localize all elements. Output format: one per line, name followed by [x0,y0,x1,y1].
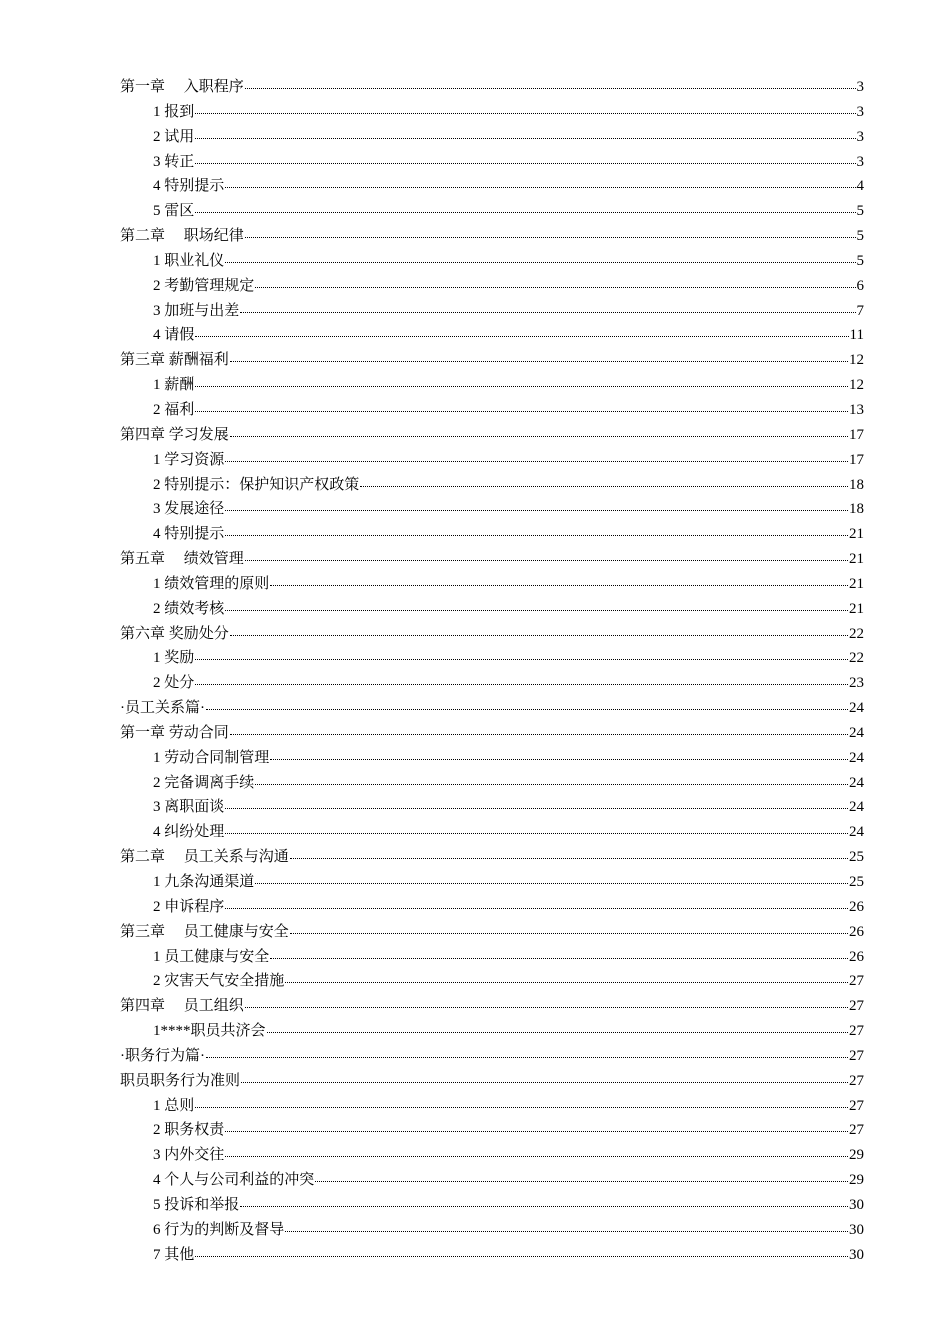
toc-entry-title: 2 灾害天气安全措施 [153,973,285,990]
toc-entry-title: 3 离职面谈 [153,799,225,816]
dot-leader [195,124,855,139]
dot-leader [245,223,856,238]
toc-section-entry[interactable] [120,969,864,994]
toc-section-entry[interactable] [120,323,864,348]
toc-section-entry[interactable] [120,199,864,224]
toc-entry-title: 7 其他 [153,1246,195,1263]
dot-leader [206,1043,848,1058]
toc-section-entry[interactable] [120,398,864,423]
toc-page-number: 5 [856,203,864,220]
toc-section-entry[interactable] [120,299,864,324]
toc-entry-title: 3 内外交往 [153,1147,225,1164]
toc-entry-title: 1 九条沟通渠道 [153,874,255,890]
toc-section-entry[interactable] [120,746,864,771]
toc-section-entry[interactable] [120,1168,864,1193]
dot-leader [245,993,848,1008]
table-of-contents [120,75,864,1268]
toc-page-number: 27 [849,973,864,990]
toc-entry-title: ·员工关系篇· [120,700,205,717]
toc-page-number: 22 [849,650,864,667]
toc-page-number: 25 [849,874,864,890]
dot-leader [230,422,848,437]
toc-entry-title: 第四章 学习发展 [120,426,229,443]
dot-leader [255,273,855,288]
toc-entry-title: 1 劳动合同制管理 [153,749,270,766]
toc-page-number: 30 [849,1221,864,1238]
toc-page-number: 3 [856,103,864,120]
dot-leader [270,571,848,586]
toc-entry-title: 第三章 员工健康与安全 [120,923,289,940]
dot-leader [225,1142,848,1157]
toc-chapter-entry[interactable] [120,994,864,1019]
dot-leader [241,1068,848,1083]
toc-chapter-entry[interactable] [120,622,864,647]
toc-entry-title: 1 绩效管理的原则 [153,575,270,592]
toc-page-number: 18 [849,501,864,518]
toc-entry-title: 1 奖励 [153,650,195,667]
dot-leader [270,745,848,760]
dot-leader [195,198,855,213]
toc-entry-title: 2 试用 [153,128,195,145]
toc-entry-title: 3 转正 [153,153,195,170]
dot-leader [195,645,848,660]
toc-page-number: 30 [849,1196,864,1213]
dot-leader [270,944,848,959]
dot-leader [255,869,848,884]
toc-section-entry[interactable] [120,373,864,398]
toc-chapter-entry[interactable] [120,920,864,945]
toc-page-number: 26 [849,898,864,915]
toc-page-number: 5 [856,228,864,245]
toc-section-entry[interactable] [120,1118,864,1143]
toc-entry-title: 1 总则 [153,1097,195,1114]
dot-leader [206,695,848,710]
dot-leader [195,322,848,337]
toc-section-entry[interactable] [120,597,864,622]
toc-section-entry[interactable] [120,771,864,796]
toc-section-entry[interactable] [120,945,864,970]
toc-entry-title: ·职务行为篇· [120,1047,205,1064]
toc-page-number: 27 [849,1023,864,1040]
toc-page-number: 29 [849,1147,864,1164]
toc-entry-title: 2 绩效考核 [153,600,225,617]
toc-entry-title: 2 福利 [153,401,195,418]
toc-section-entry[interactable] [120,174,864,199]
dot-leader [225,248,855,263]
toc-section-entry[interactable] [120,820,864,845]
toc-page-number: 24 [849,700,864,717]
dot-leader [225,819,848,834]
toc-entry-title: 第四章 员工组织 [120,998,244,1015]
toc-chapter-entry[interactable] [120,845,864,870]
dot-leader [240,298,855,313]
toc-section-entry[interactable] [120,671,864,696]
toc-page-number: 3 [856,128,864,145]
toc-chapter-entry[interactable] [120,1044,864,1069]
dot-leader [290,844,848,859]
toc-entry-title: 3 发展途径 [153,501,225,518]
toc-entry-title: 2 完备调离手续 [153,774,255,791]
toc-page-number: 23 [849,675,864,692]
toc-section-entry[interactable] [120,1143,864,1168]
dot-leader [245,546,848,561]
toc-section-entry[interactable] [120,870,864,895]
toc-page-number: 27 [849,1047,864,1064]
toc-entry-title: 5 投诉和举报 [153,1196,240,1213]
dot-leader [195,397,848,412]
dot-leader [255,770,848,785]
toc-section-entry[interactable] [120,646,864,671]
toc-page-number: 27 [849,1072,864,1089]
toc-page-number: 24 [849,749,864,766]
toc-entry-title: 职员职务行为准则 [120,1072,241,1089]
toc-section-entry[interactable] [120,1019,864,1044]
toc-chapter-entry[interactable] [120,721,864,746]
toc-entry-title: 1 报到 [153,103,195,120]
dot-leader [285,968,848,983]
toc-section-entry[interactable] [120,448,864,473]
toc-entry-title: 第二章 员工关系与沟通 [120,849,289,866]
toc-chapter-entry[interactable] [120,75,864,100]
toc-entry-title: 第二章 职场纪律 [120,228,244,245]
toc-entry-title: 4 个人与公司利益的冲突 [153,1172,315,1189]
toc-page-number: 6 [856,277,864,294]
dot-leader [225,447,848,462]
dot-leader [225,794,848,809]
toc-page-number: 18 [849,476,864,493]
toc-page-number: 5 [856,252,864,269]
toc-page-number: 26 [849,923,864,940]
dot-leader [195,372,848,387]
dot-leader [245,74,856,89]
toc-section-entry[interactable] [120,895,864,920]
toc-entry-title: 5 雷区 [153,203,195,220]
dot-leader [290,919,848,934]
toc-section-entry[interactable] [120,249,864,274]
dot-leader [360,472,848,487]
dot-leader [240,1192,848,1207]
toc-page-number: 27 [849,1122,864,1139]
toc-entry-title: 第六章 奖励处分 [120,625,229,642]
toc-page-number: 29 [849,1172,864,1189]
toc-page-number: 17 [849,451,864,468]
dot-leader [195,1093,848,1108]
toc-entry-title: 6 行为的判断及督导 [153,1221,285,1238]
toc-page-number: 24 [849,824,864,841]
toc-entry-title: 第三章 薪酬福利 [120,352,229,369]
toc-page-number: 3 [856,153,864,170]
toc-entry-title: 第五章 绩效管理 [120,551,244,568]
toc-section-entry[interactable] [120,1243,864,1268]
toc-entry-title: 1 职业礼仪 [153,252,225,269]
toc-page-number: 22 [849,625,864,642]
toc-section-entry[interactable] [120,1218,864,1243]
toc-page-number: 21 [849,575,864,592]
toc-chapter-entry[interactable] [120,547,864,572]
toc-page-number: 27 [849,1097,864,1114]
toc-page-number: 7 [856,302,864,319]
toc-entry-title: 4 特别提示 [153,526,225,543]
toc-page-number: 25 [849,849,864,866]
dot-leader [315,1167,848,1182]
toc-section-entry[interactable] [120,100,864,125]
toc-section-entry[interactable] [120,1094,864,1119]
toc-chapter-entry[interactable] [120,224,864,249]
toc-entry-title: 2 考勤管理规定 [153,277,255,294]
toc-page-number: 21 [849,551,864,568]
toc-entry-title: 第一章 入职程序 [120,79,244,95]
toc-entry-title: 1****职员共济会 [153,1023,266,1040]
dot-leader [225,173,855,188]
toc-page-number: 4 [856,178,864,195]
toc-entry-title: 4 纠纷处理 [153,824,225,841]
dot-leader [195,670,848,685]
toc-page-number: 13 [849,401,864,418]
toc-section-entry[interactable] [120,150,864,175]
toc-entry-title: 2 特别提示：保护知识产权政策 [153,476,360,493]
toc-page-number: 21 [849,526,864,543]
toc-page-number: 12 [849,352,864,369]
toc-page-number: 11 [849,327,864,344]
dot-leader [267,1018,848,1033]
dot-leader [225,596,848,611]
dot-leader [225,521,848,536]
dot-leader [225,496,848,511]
toc-page-number: 27 [849,998,864,1015]
toc-entry-title: 2 处分 [153,675,195,692]
toc-chapter-entry[interactable] [120,696,864,721]
toc-chapter-entry[interactable] [120,348,864,373]
dot-leader [225,1117,848,1132]
toc-entry-title: 4 特别提示 [153,178,225,195]
dot-leader [195,149,855,164]
toc-section-entry[interactable] [120,497,864,522]
toc-entry-title: 2 申诉程序 [153,898,225,915]
dot-leader [285,1217,848,1232]
toc-page-number: 12 [849,377,864,394]
toc-page-number: 21 [849,600,864,617]
toc-page-number: 26 [849,948,864,965]
toc-section-entry[interactable] [120,274,864,299]
dot-leader [230,347,848,362]
toc-page-number: 30 [849,1246,864,1263]
toc-section-entry[interactable] [120,522,864,547]
toc-page-number: 3 [856,79,864,95]
dot-leader [195,99,855,114]
toc-section-entry[interactable] [120,125,864,150]
dot-leader [230,621,848,636]
toc-entry-title: 3 加班与出差 [153,302,240,319]
toc-section-entry[interactable] [120,572,864,597]
toc-page-number: 17 [849,426,864,443]
toc-chapter-entry[interactable] [120,423,864,448]
toc-chapter-entry[interactable] [120,1069,864,1094]
toc-page-number: 24 [849,799,864,816]
toc-section-entry[interactable] [120,473,864,498]
toc-page-number: 24 [849,774,864,791]
dot-leader [230,720,848,735]
toc-entry-title: 1 学习资源 [153,451,225,468]
toc-entry-title: 1 员工健康与安全 [153,948,270,965]
toc-page-number: 24 [849,724,864,741]
toc-section-entry[interactable] [120,1193,864,1218]
toc-entry-title: 第一章 劳动合同 [120,724,229,741]
dot-leader [225,894,848,909]
toc-entry-title: 4 请假 [153,327,195,344]
toc-section-entry[interactable] [120,795,864,820]
dot-leader [195,1242,848,1257]
toc-entry-title: 1 薪酬 [153,377,195,394]
toc-entry-title: 2 职务权责 [153,1122,225,1139]
